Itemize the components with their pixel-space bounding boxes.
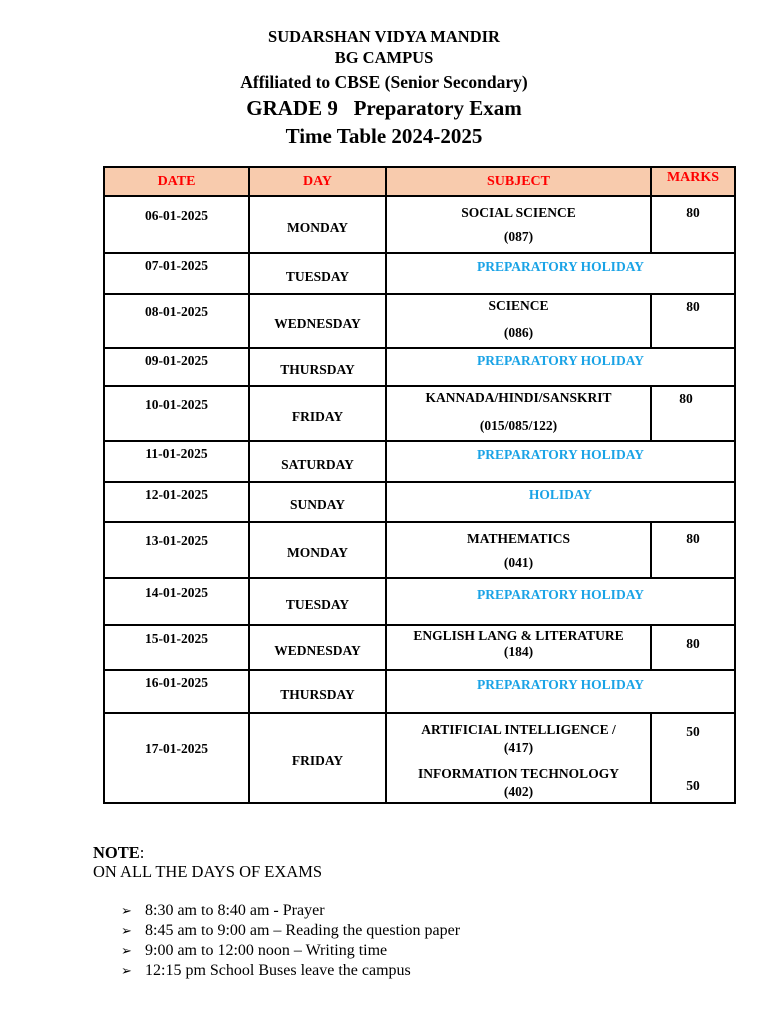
subject-cell [386,713,651,803]
header-marks-label: MARKS [666,170,720,185]
subject-cell [386,625,651,670]
day-cell [249,294,386,348]
day-text: FRIDAY [291,408,344,424]
day-text: THURSDAY [280,362,355,377]
note-colon: : [139,843,145,862]
day-text: WEDNESDAY [274,642,361,658]
header-day: DAY [249,167,386,196]
marks-cell [651,386,735,441]
holiday-text: PREPARATORY HOLIDAY [477,258,644,274]
date-cell [104,713,249,803]
marks-cell [651,522,735,578]
arrow-bullet-icon: ➢ [121,964,132,979]
table-row [104,670,735,713]
holiday-cell [386,482,735,522]
subject-code: (015/085/122) [479,418,558,433]
day-text: MONDAY [286,545,348,560]
day-cell [249,670,386,713]
holiday-text: PREPARATORY HOLIDAY [477,586,644,602]
holiday-cell [386,578,735,625]
table-row [104,348,735,386]
day-text: WEDNESDAY [274,316,361,331]
day-text: SUNDAY [289,497,345,512]
date-text: 13-01-2025 [145,533,208,548]
holiday-text: HOLIDAY [528,487,593,502]
day-cell [249,441,386,482]
header-marks [651,167,735,196]
date-cell [104,441,249,482]
date-text: 16-01-2025 [145,675,208,690]
table-row [104,578,735,625]
date-cell [104,253,249,294]
table-row [104,441,735,482]
holiday-text: PREPARATORY HOLIDAY [477,676,644,692]
table-row [104,713,735,803]
date-cell [104,294,249,348]
subject-text: KANNADA/HINDI/SANSKRIT [425,390,612,405]
note-item [121,941,460,961]
marks-cell [651,625,735,670]
date-cell [104,386,249,441]
subject-code: (402) [503,784,534,799]
subject-code: (041) [503,555,534,570]
day-cell [249,713,386,803]
marks-cell [651,196,735,253]
day-cell [249,348,386,386]
table-row [104,294,735,348]
date-cell [104,578,249,625]
date-cell [104,482,249,522]
marks-cell [651,713,735,803]
day-cell [249,386,386,441]
day-cell [249,482,386,522]
date-cell [104,670,249,713]
subject-text: ENGLISH LANG & LITERATURE [413,628,624,643]
subject-code: (417) [503,740,534,755]
arrow-bullet-icon: ➢ [121,944,132,959]
timetable-title: Time Table 2024-2025 [285,124,483,148]
day-text: TUESDAY [285,596,350,612]
day-text: MONDAY [286,219,348,235]
note-item-text: 8:45 am to 9:00 am – Reading the question paper [145,922,461,939]
subject-text: INFORMATION TECHNOLOGY [418,766,619,781]
table-header-row [104,167,735,196]
marks-text: 80 [686,636,700,651]
arrow-bullet-icon: ➢ [121,924,132,939]
campus-name: BG CAMPUS [334,48,434,67]
note-item-text: 9:00 am to 12:00 noon – Writing time [145,942,388,959]
date-cell [104,522,249,578]
note-item [121,921,460,941]
holiday-text: PREPARATORY HOLIDAY [477,446,644,462]
subject-cell [386,386,651,441]
affiliation: Affiliated to CBSE (Senior Secondary) [240,72,528,92]
note-item-text: 8:30 am to 8:40 am - Prayer [145,902,325,919]
note-heading [93,843,144,863]
note-item-text: 12:15 pm School Buses leave the campus [145,962,411,979]
subject-text: SOCIAL SCIENCE [461,205,576,220]
subject-text: MATHEMATICS [466,531,570,546]
date-text: 14-01-2025 [145,584,208,600]
date-text: 17-01-2025 [145,741,208,756]
holiday-text: PREPARATORY HOLIDAY [477,353,644,368]
date-cell [104,625,249,670]
holiday-cell [386,670,735,713]
holiday-cell [386,348,735,386]
table-row [104,386,735,441]
day-cell [249,578,386,625]
subject-code: (086) [503,325,534,340]
marks-text: 50 [686,724,700,739]
subject-cell [386,294,651,348]
date-text: 15-01-2025 [145,630,208,646]
arrow-bullet-icon: ➢ [121,904,132,919]
day-text: THURSDAY [280,686,355,702]
note-subtitle: ON ALL THE DAYS OF EXAMS [93,862,323,881]
day-text: TUESDAY [285,268,350,284]
date-text: 07-01-2025 [145,258,208,273]
note-item [121,961,460,981]
note-list [121,901,460,981]
grade-title: GRADE 9 Preparatory Exam [246,96,522,120]
subject-text: ARTIFICIAL INTELLIGENCE / [421,722,616,737]
table-row [104,253,735,294]
date-text: 08-01-2025 [145,304,208,319]
day-cell [249,625,386,670]
day-text: SATURDAY [281,456,354,472]
subject-text: SCIENCE [488,298,549,313]
day-cell [249,253,386,294]
table-row [104,196,735,253]
timetable [103,166,736,804]
table-row [104,522,735,578]
date-text: 06-01-2025 [145,207,208,223]
subject-code: (184) [503,644,534,659]
date-text: 10-01-2025 [145,396,208,412]
holiday-cell [386,441,735,482]
date-cell [104,196,249,253]
holiday-cell [386,253,735,294]
marks-text: 80 [679,391,693,406]
date-cell [104,348,249,386]
header-subject: SUBJECT [386,167,651,196]
date-text: 09-01-2025 [145,353,208,368]
day-cell [249,522,386,578]
subject-cell [386,522,651,578]
table-row [104,482,735,522]
date-text: 11-01-2025 [145,446,208,461]
marks-text: 50 [686,778,700,793]
note-title: NOTE [93,843,140,862]
school-name: SUDARSHAN VIDYA MANDIR [268,27,500,46]
date-text: 12-01-2025 [145,487,208,502]
header-date: DATE [104,167,249,196]
marks-cell [651,294,735,348]
day-cell [249,196,386,253]
marks-text: 80 [686,531,700,546]
day-text: FRIDAY [291,753,344,768]
table-row [104,625,735,670]
subject-code: (087) [503,229,534,244]
marks-text: 80 [686,205,700,220]
note-item [121,901,460,921]
marks-text: 80 [686,299,700,314]
subject-cell [386,196,651,253]
